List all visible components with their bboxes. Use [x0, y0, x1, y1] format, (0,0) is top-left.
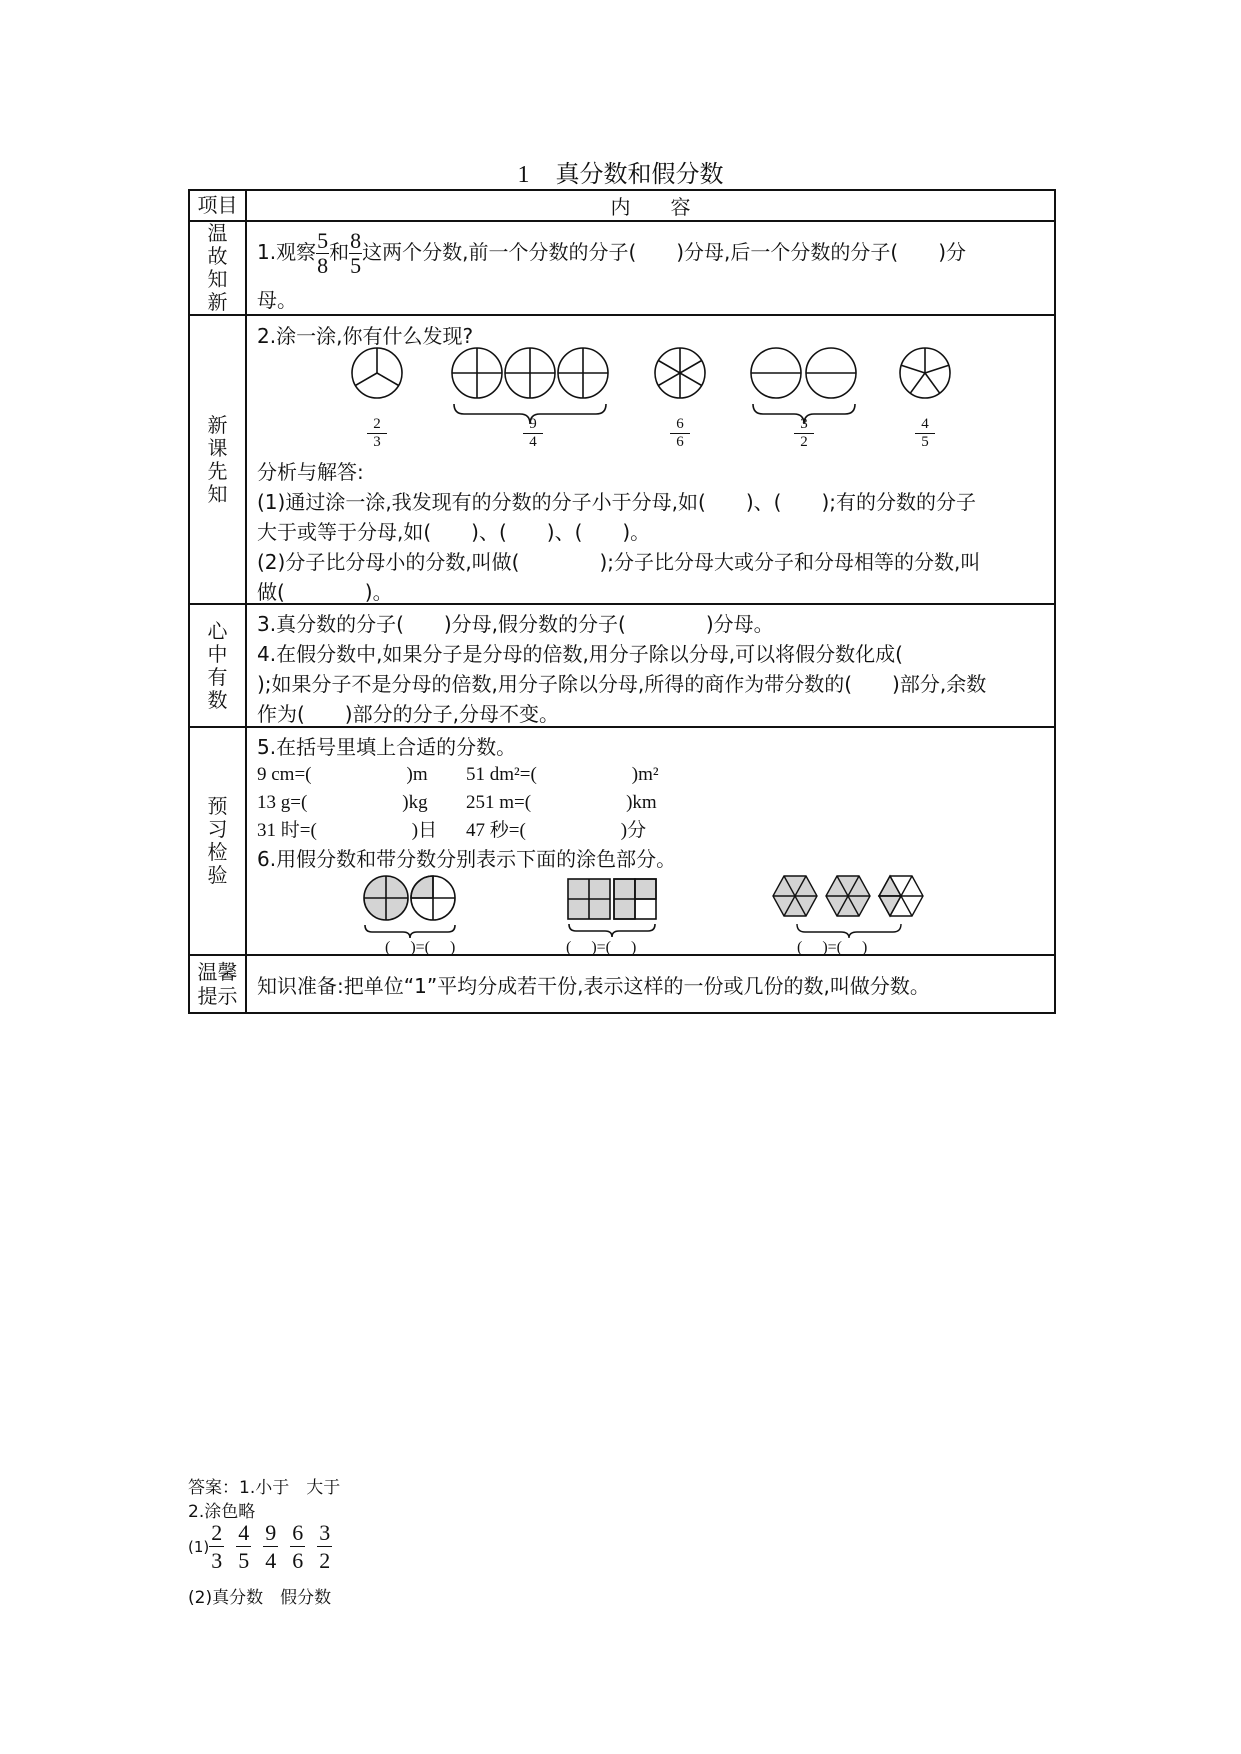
- question-1: 1.观察 $\frac{5}{8}$ 和 $\frac{8}{5}$ 这两个分数,前一个分数的分子( )分母,后一个分数的分子( )分: [257, 228, 967, 278]
- fraction-5-8: $\frac{5}{8}$: [317, 228, 329, 278]
- analysis-line-2: 大于或等于分母,如( )、( )、( )。: [257, 520, 651, 544]
- header-col-content: [246, 190, 1055, 221]
- content-tips: [246, 955, 1055, 1013]
- unit-row-3a: 31 时=( )日: [257, 820, 438, 841]
- question-1-cont: 母。: [257, 288, 297, 312]
- question-3: 3.真分数的分子( )分母,假分数的分子( )分母。: [257, 612, 774, 636]
- content-mind: [246, 604, 1055, 727]
- answer-line-3: (1) $\frac{2}{3}$ $\frac{4}{5}$ $\frac{9}{4}$ $\frac{6}{6}$ $\frac{3}{2}$: [188, 1520, 331, 1573]
- answer-blank-hexagons: ( )=( ): [797, 939, 868, 956]
- unit-row-1b: 51 dm²=( )m²: [466, 764, 659, 785]
- title-text: 真分数和假分数: [555, 160, 724, 188]
- unit-row-1a: 9 cm=( )m: [257, 764, 428, 785]
- tips-text: 知识准备:把单位“1”平均分成若干份,表示这样的一份或几份的数,叫做分数。: [257, 973, 930, 998]
- row-tips: [189, 955, 1055, 1013]
- answer-fraction-5: $\frac{3}{2}$: [319, 1520, 331, 1573]
- question-4-cont-1: );如果分子不是分母的倍数,用分子除以分母,所得的商作为带分数的( )部分,余数: [257, 672, 987, 696]
- answer-fraction-1: $\frac{2}{3}$: [211, 1520, 223, 1573]
- analysis-line-3: (2)分子比分母小的分数,叫做( );分子比分母大或分子和分母相等的分数,叫: [257, 550, 981, 574]
- row-warmup: [189, 221, 1055, 315]
- label-preview: 预习检验: [189, 727, 246, 955]
- answer-line-2: 2.涂色略: [188, 1502, 256, 1522]
- fraction-8-5: $\frac{8}{5}$: [350, 228, 362, 278]
- unit-row-3b: 47 秒=( )分: [466, 820, 647, 841]
- label-mind: 心中有数: [189, 604, 246, 727]
- answer-line-1: 答案：1.小于 大于: [188, 1478, 341, 1498]
- answer-blank-circles: ( )=( ): [385, 939, 456, 956]
- label-warmup: 温故知新: [189, 221, 246, 315]
- question-2: 2.涂一涂,你有什么发现?: [257, 324, 474, 348]
- circle-thirds-figure: [350, 346, 404, 400]
- content-preview: [246, 727, 1055, 955]
- label-tips: 温馨提示: [189, 955, 246, 1013]
- title-number: 1: [517, 162, 530, 188]
- answer-fraction-2: $\frac{4}{5}$: [238, 1520, 250, 1573]
- question-4-cont-2: 作为( )部分的分子,分母不变。: [257, 702, 559, 726]
- header-content-label: 内 容: [610, 195, 691, 219]
- row-preview: [189, 727, 1055, 955]
- question-4: 4.在假分数中,如果分子是分母的倍数,用分子除以分母,可以将假分数化成(: [257, 642, 903, 666]
- row-newlesson: [189, 315, 1055, 604]
- figure-fraction-5: 4 5: [915, 417, 935, 450]
- figure-fraction-3: 6 6: [670, 417, 690, 450]
- answer-fraction-4: $\frac{6}{6}$: [292, 1520, 304, 1573]
- question-5: 5.在括号里填上合适的分数。: [257, 735, 517, 759]
- analysis-line-4: 做( )。: [257, 580, 393, 604]
- header-row: [189, 190, 1055, 221]
- question-6: 6.用假分数和带分数分别表示下面的涂色部分。: [257, 847, 677, 871]
- page-title: [0, 154, 1241, 189]
- header-col-item: 项目: [189, 190, 246, 221]
- answer-fraction-3: $\frac{9}{4}$: [265, 1520, 277, 1573]
- circle-sixths-figure: [653, 346, 707, 400]
- circle-fifths-figure: [898, 346, 952, 400]
- answer-line-4: (2)真分数 假分数: [188, 1588, 332, 1608]
- label-newlesson: 新课先知: [189, 315, 246, 604]
- unit-row-2b: 251 m=( )km: [466, 792, 657, 813]
- content-warmup: [246, 221, 1055, 315]
- figure-fraction-2: 9 4: [523, 417, 543, 450]
- content-newlesson: [246, 315, 1055, 604]
- analysis-heading: 分析与解答:: [257, 460, 364, 484]
- figure-fraction-4: 3 2: [794, 417, 814, 450]
- answer-blank-squares: ( )=( ): [566, 939, 637, 956]
- row-mind: [189, 604, 1055, 727]
- figure-fraction-1: 2 3: [367, 417, 387, 450]
- analysis-line-1: (1)通过涂一涂,我发现有的分数的分子小于分母,如( )、( );有的分数的分子: [257, 490, 976, 514]
- worksheet-table: [188, 189, 1056, 1014]
- unit-row-2a: 13 g=( )kg: [257, 792, 428, 813]
